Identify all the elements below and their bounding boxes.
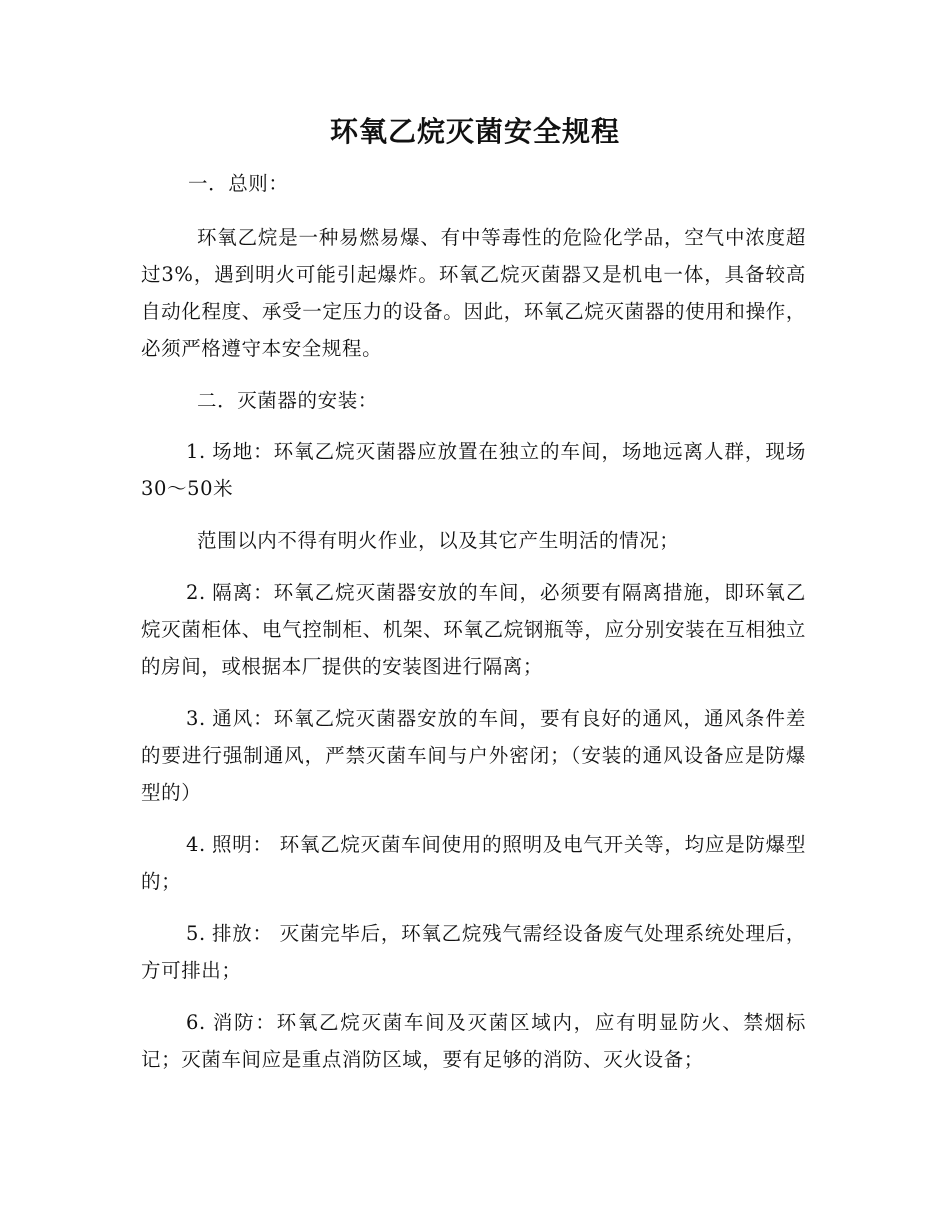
document-body — [141, 165, 806, 1093]
item-text: 隔离：环氧乙烷灭菌器安放的车间，必须要有隔离措施，即环氧乙烷灭菌柜体、电气控制柜、机架、环氧乙烷钢瓶等，应分别安装在互相独立的房间，或根据本厂提供的安装图进行隔离； — [141, 581, 806, 678]
item-text: 通风：环氧乙烷灭菌器安放的车间，要有良好的通风，通风条件差的要进行强制通风，严禁灭菌车间与户外密闭；（安装的通风设备应是防爆型的） — [141, 707, 806, 804]
list-item — [141, 433, 806, 507]
item-number: 4. — [186, 833, 206, 856]
section-heading-general: 一．总则： — [188, 172, 289, 195]
item-text: 消防：环氧乙烷灭菌车间及灭菌区域内，应有明显防火、禁烟标记；灭菌车间应是重点消防区域，要有足够的消防、灭火设备； — [141, 1011, 806, 1071]
item-number: 5. — [186, 922, 206, 945]
item-text: 照明： 环氧乙烷灭菌车间使用的照明及电气开关等，均应是防爆型的； — [141, 833, 806, 893]
section-heading-installation: 二．灭菌器的安装： — [197, 389, 378, 412]
item-number: 2. — [186, 581, 206, 604]
list-item — [141, 1004, 806, 1078]
item-text: 场地：环氧乙烷灭菌器应放置在独立的车间，场地远离人群，现场30～50米 — [141, 440, 806, 500]
list-item — [141, 700, 806, 811]
list-item-continuation: 范围以内不得有明火作业，以及其它产生明活的情况； — [197, 529, 680, 552]
list-item — [141, 915, 806, 989]
document-title: 环氧乙烷灭菌安全规程 — [329, 115, 620, 148]
item-number: 6. — [186, 1011, 206, 1034]
list-item — [141, 574, 806, 685]
intro-paragraph: 环氧乙烷是一种易燃易爆、有中等毒性的危险化学品，空气中浓度超过3%，遇到明火可能引起爆炸。环氧乙烷灭菌器又是机电一体，具备较高自动化程度、承受一定压力的设备。因此，环氧乙烷灭菌器的使用和操作，必须严格遵守本安全规程。 — [141, 226, 806, 360]
item-text: 排放： 灭菌完毕后，环氧乙烷残气需经设备废气处理系统处理后，方可排出； — [141, 922, 806, 982]
item-number: 3. — [186, 707, 206, 730]
item-number: 1. — [186, 440, 206, 463]
list-item — [141, 826, 806, 900]
